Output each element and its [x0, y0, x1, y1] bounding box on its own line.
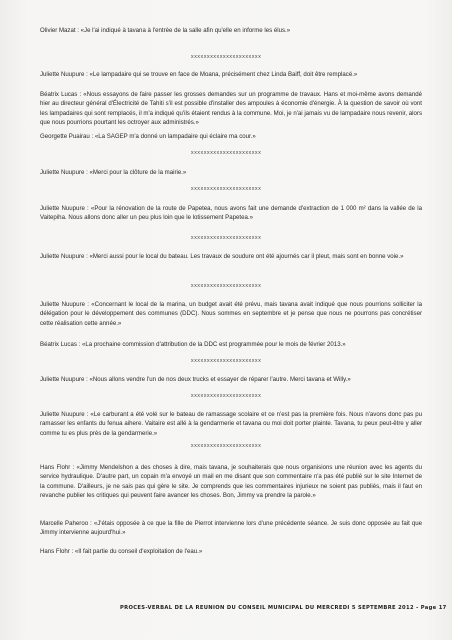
- separator: xxxxxxxxxxxxxxxxxxxxxx: [190, 235, 262, 241]
- paragraph: Hans Flohr : «Jimmy Mendelshon a des choses à dire, mais tavana, je souhaiterais que nous organisions une réunion avec les agents du service hydraulique. D'autre part, un copain m'a envoyé un mail en me disant que son commentaire n'a pas été publié sur le site Internet de la commune. D'ailleurs, je ne sais pas qui gère le site. Je comprends que les commentaires injurieux ne soient pas publiés, mais il faut en revanche publier les critiques qui peuvent faire avancer les choses. Bon, Jimmy va prendre la parole.»: [40, 464, 422, 499]
- paragraph: Juliette Nuupure : «Concernant le local de la marina, un budget avait été prévu, mais tavana avait indiqué que nous pourrions solliciter la délégation pour le développement des communes (DDC). Nous sommes en septembre et je pense que nous ne pourrons pas concrétiser cette réalisation cette année.»: [40, 301, 422, 327]
- paragraph: Juliette Nuupure : «Merci pour la clôture de la mairie.»: [40, 169, 187, 176]
- separator: xxxxxxxxxxxxxxxxxxxxxx: [190, 443, 262, 449]
- paragraph: Juliette Nuupure : «Nous allons vendre l'un de nos deux trucks et essayer de réparer l'autre. Merci tavana et Willy.»: [40, 376, 351, 383]
- separator: xxxxxxxxxxxxxxxxxxxxxx: [190, 283, 262, 289]
- paragraph: Béatrix Lucas : «Nous essayons de faire passer les grosses demandes sur un programme de travaux. Hans et moi-même avons demandé hier au directeur général d'Électricité de Tahiti s'il est possible d'installer des ampoules à économie d'énergie. À la question de savoir où vont les lampadaires qui sont remplacés, il m'a indiqué qu'ils étaient rendus à la commune. Moi, je n'ai jamais vu de lampadaire nous revenir, alors que nous pourrions pourtant les octroyer aux administrés.»: [40, 91, 422, 126]
- paragraph: Béatrix Lucas : «La prochaine commission d'attribution de la DDC est programmée pour le mois de février 2013.»: [40, 341, 346, 348]
- paragraph: Georgette Puairau : «La SAGEP m'a donné un lampadaire qui éclaire ma cour.»: [40, 133, 256, 140]
- separator: xxxxxxxxxxxxxxxxxxxxxx: [190, 358, 262, 364]
- separator: xxxxxxxxxxxxxxxxxxxxxx: [190, 393, 262, 399]
- paragraph: Juliette Nuupure : «Le carburant a été volé sur le bateau de ramassage scolaire et ce n'est pas la première fois. Nous n'avons donc pas pu ramasser les enfants du fenua aihere. Vaitaire est allé à la gendarmerie et tavana ou moi doit porter plainte. Tavana, tu peux peut-être y aller comme tu es plus près de la gendarmerie.»: [40, 411, 422, 437]
- paragraph: Marcelle Paheroo : «J'étais opposée à ce que la fille de Pierrot intervienne lors d'une précédente séance. Je suis donc opposée au fait que Jimmy intervienne aujourd'hui.»: [40, 520, 422, 537]
- paragraph: Olivier Mazat : «Je l'ai indiqué à tavana à l'entrée de la salle afin qu'elle en informe les élus.»: [40, 27, 291, 34]
- separator: xxxxxxxxxxxxxxxxxxxxxx: [190, 186, 262, 192]
- separator: xxxxxxxxxxxxxxxxxxxxxx: [190, 54, 262, 60]
- page-footer: PROCES-VERBAL DE LA REUNION DU CONSEIL MUNICIPAL DU MERCREDI 5 SEPTEMBRE 2012 - Page 17: [120, 605, 447, 611]
- separator: xxxxxxxxxxxxxxxxxxxxxx: [190, 150, 262, 156]
- paragraph: Juliette Nuupure : «Pour la rénovation de la route de Papetea, nous avons fait une demande d'extraction de 1 000 m² dans la vallée de la Vaitepiha. Nous allons donc aller un peu plus loin que le lotissement Papetea.»: [40, 205, 422, 222]
- paragraph: Juliette Nuupure : «Merci aussi pour le local du bateau. Les travaux de soudure ont été ajournés car il pleut, mais sont en bonne voie.»: [40, 253, 404, 260]
- paragraph: Juliette Nuupure : «Le lampadaire qui se trouve en face de Moana, précisément chez Linda Baiff, doit être remplacé.»: [40, 71, 358, 78]
- paragraph: Hans Flohr : «Il fait partie du conseil d'exploitation de l'eau.»: [40, 548, 203, 555]
